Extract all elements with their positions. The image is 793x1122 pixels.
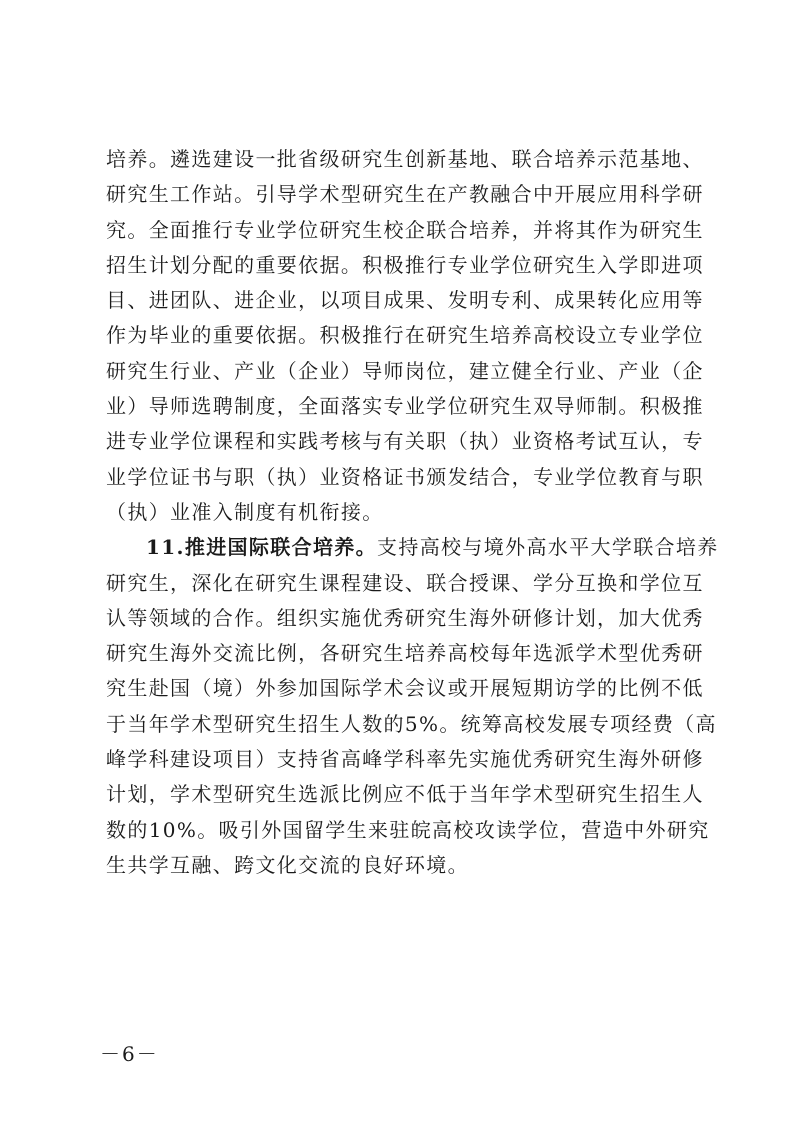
text-line: 数的10%。吸引外国留学生来驻皖高校攻读学位，营造中外研究	[106, 817, 710, 842]
text-line: 培养。遴选建设一批省级研究生创新基地、联合培养示范基地、	[106, 147, 704, 171]
section-heading: 11.推进国际联合培养。	[146, 535, 377, 560]
text-line: 究。全面推行专业学位研究生校企联合培养，并将其作为研究生	[106, 217, 704, 242]
section-first-line-text: 支持高校与境外高水平大学联合培养	[377, 535, 719, 560]
text-line: 作为毕业的重要依据。积极推行在研究生培养高校设立专业学位	[106, 323, 704, 348]
body-text	[106, 142, 719, 883]
text-line: 业学位证书与职（执）业资格证书颁发结合，专业学位教育与职	[106, 464, 704, 489]
text-line: 生共学互融、跨文化交流的良好环境。	[106, 852, 469, 877]
text-line: 研究生，深化在研究生课程建设、联合授课、学分互换和学位互	[106, 570, 704, 595]
section-first-line	[106, 530, 719, 565]
page-number: －6－	[100, 1042, 159, 1066]
text-line: 进专业学位课程和实践考核与有关职（执）业资格考试互认，专	[106, 429, 704, 454]
text-line: 于当年学术型研究生招生人数的5%。统筹高校发展专项经费（高	[106, 711, 717, 736]
text-line: 研究生海外交流比例，各研究生培养高校每年选派学术型优秀研	[106, 641, 704, 666]
text-line: 究生赴国（境）外参加国际学术会议或开展短期访学的比例不低	[106, 676, 704, 701]
text-line: 峰学科建设项目）支持省高峰学科率先实施优秀研究生海外研修	[106, 747, 704, 772]
text-line: 计划，学术型研究生选派比例应不低于当年学术型研究生招生人	[106, 782, 704, 807]
text-line: 研究生工作站。引导学术型研究生在产教融合中开展应用科学研	[106, 182, 704, 207]
text-line: 招生计划分配的重要依据。积极推行专业学位研究生入学即进项	[106, 252, 704, 277]
text-line: 研究生行业、产业（企业）导师岗位，建立健全行业、产业（企	[106, 358, 704, 383]
text-line: 认等领域的合作。组织实施优秀研究生海外研修计划，加大优秀	[106, 605, 704, 630]
text-line: （执）业准入制度有机衔接。	[106, 499, 384, 524]
text-line: 业）导师选聘制度，全面落实专业学位研究生双导师制。积极推	[106, 394, 704, 419]
text-line: 目、进团队、进企业，以项目成果、发明专利、成果转化应用等	[106, 288, 704, 313]
